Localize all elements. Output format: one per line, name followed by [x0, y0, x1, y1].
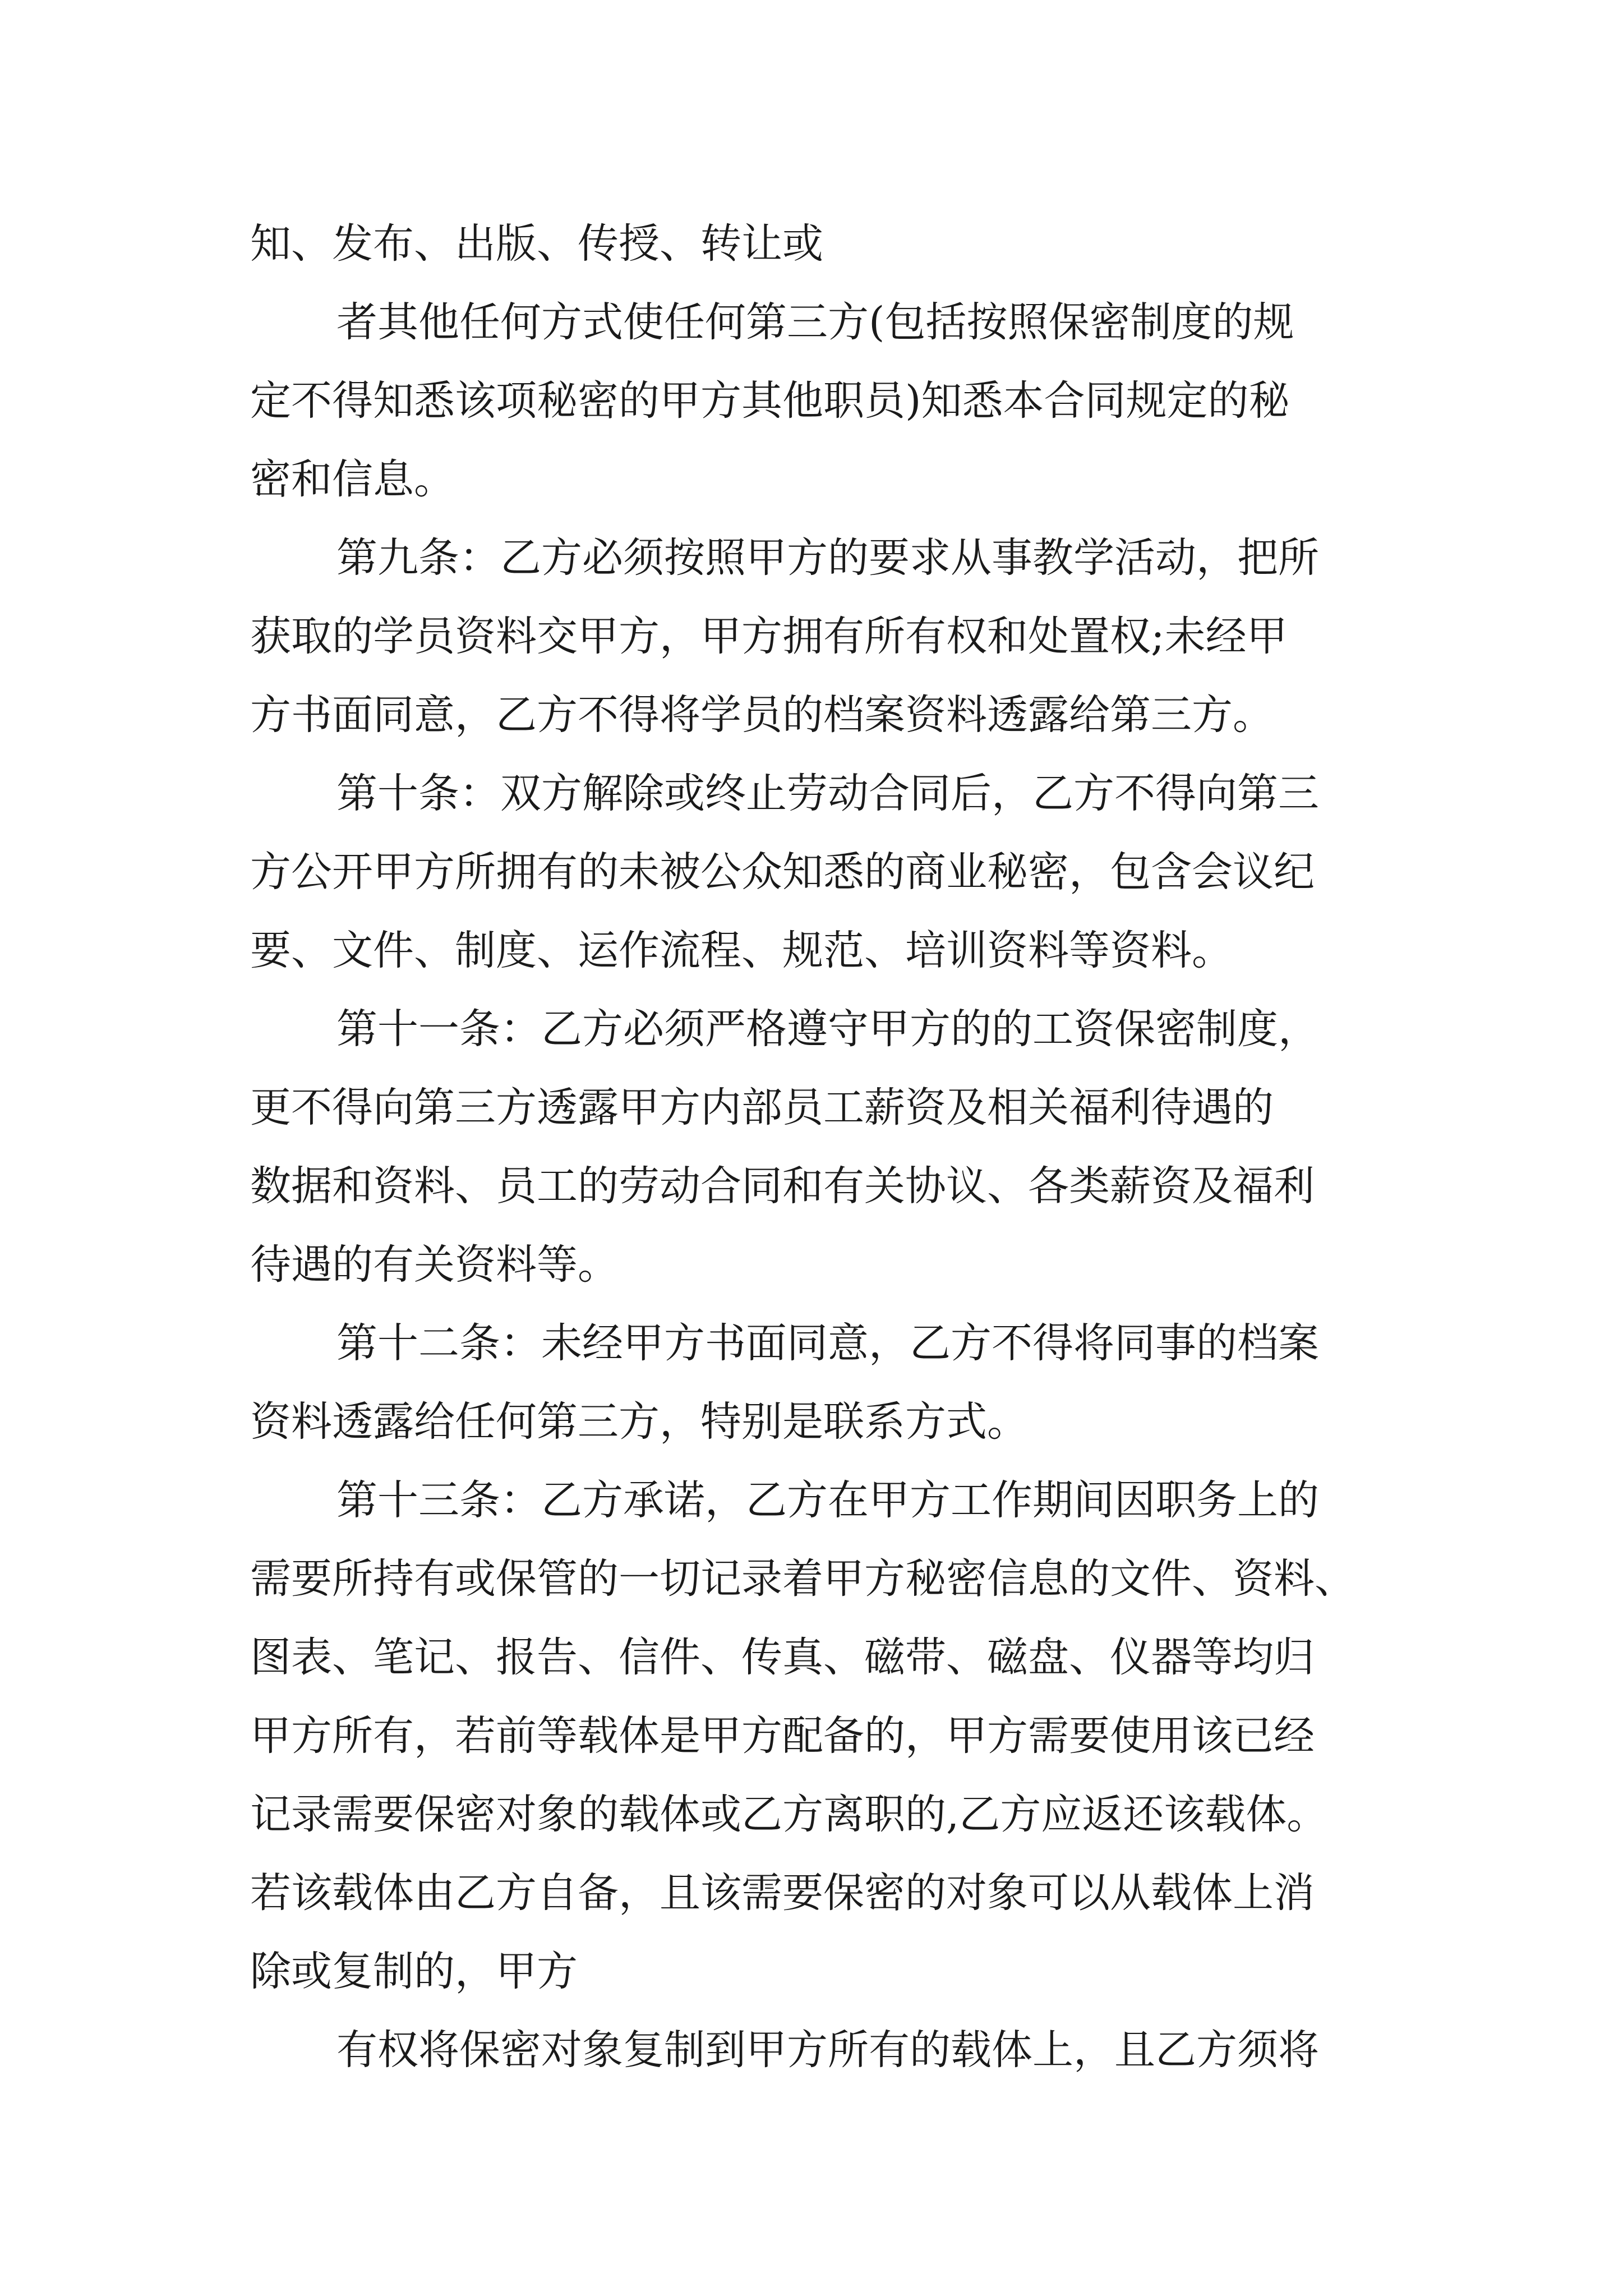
text-line: 记录需要保密对象的载体或乙方离职的,乙方应返还该载体。	[250, 1791, 1328, 1838]
text-line: 要、文件、制度、运作流程、规范、培训资料等资料。	[250, 927, 1233, 974]
text-line: 获取的学员资料交甲方，甲方拥有所有权和处置权;未经甲	[250, 613, 1288, 660]
text-line: 若该载体由乙方自备，且该需要保密的对象可以从载体上消	[250, 1869, 1315, 1917]
text-line: 知、发布、出版、传授、转让或	[250, 220, 823, 268]
text-line: 者其他任何方式使任何第三方(包括按照保密制度的规	[336, 298, 1294, 346]
text-line: 第十二条：未经甲方书面同意，乙方不得将同事的档案	[336, 1319, 1319, 1367]
text-line: 定不得知悉该项秘密的甲方其他职员)知悉本合同规定的秘	[250, 377, 1290, 425]
text-line: 方书面同意，乙方不得将学员的档案资料透露给第三方。	[250, 691, 1274, 739]
text-line: 待遇的有关资料等。	[250, 1241, 619, 1289]
text-line: 第九条：乙方必须按照甲方的要求从事教学活动，把所	[336, 534, 1319, 582]
text-line: 有权将保密对象复制到甲方所有的载体上，且乙方须将	[336, 2026, 1319, 2074]
text-line: 数据和资料、员工的劳动合同和有关协议、各类薪资及福利	[250, 1162, 1315, 1210]
text-line: 密和信息。	[250, 455, 455, 503]
text-line: 除或复制的，甲方	[250, 1948, 578, 1995]
text-line: 图表、笔记、报告、信件、传真、磁带、磁盘、仪器等均归	[250, 1634, 1315, 1681]
text-line: 第十三条：乙方承诺，乙方在甲方工作期间因职务上的	[336, 1476, 1319, 1524]
text-line: 需要所持有或保管的一切记录着甲方秘密信息的文件、资料、	[250, 1555, 1355, 1603]
text-line: 第十条：双方解除或终止劳动合同后，乙方不得向第三	[336, 770, 1319, 817]
text-line: 甲方所有，若前等载体是甲方配备的，甲方需要使用该已经	[250, 1712, 1315, 1760]
text-line: 第十一条：乙方必须严格遵守甲方的的工资保密制度，	[336, 1005, 1319, 1053]
text-line: 方公开甲方所拥有的未被公众知悉的商业秘密，包含会议纪	[250, 848, 1315, 896]
text-line: 更不得向第三方透露甲方内部员工薪资及相关福利待遇的	[250, 1084, 1274, 1131]
text-line: 资料透露给任何第三方，特别是联系方式。	[250, 1398, 1028, 1446]
